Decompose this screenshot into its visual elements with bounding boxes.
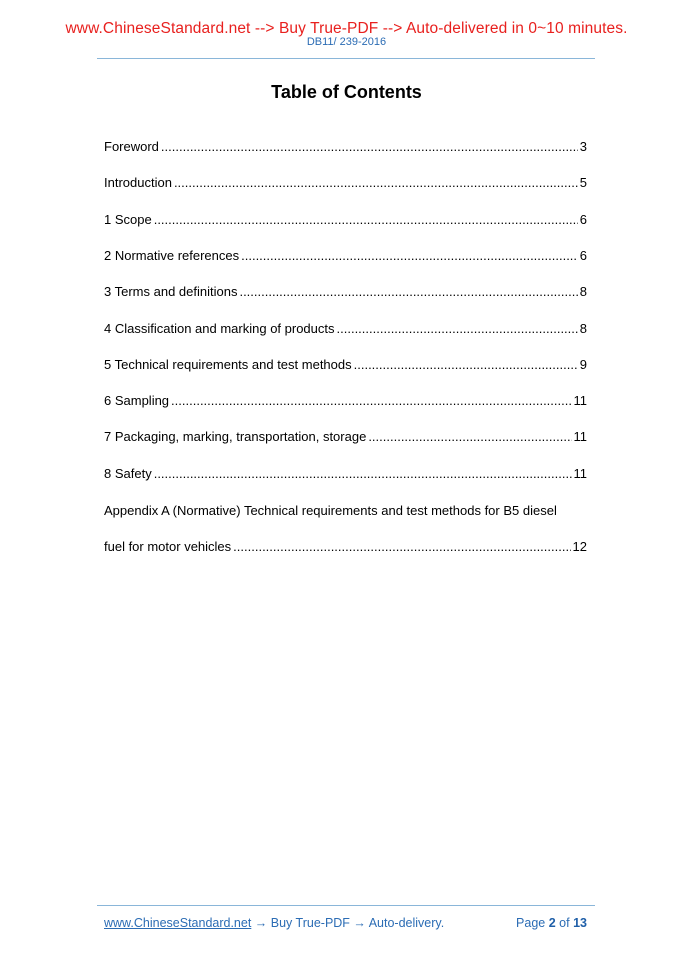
toc-entry[interactable]	[104, 248, 587, 266]
toc-entry[interactable]	[104, 321, 587, 339]
toc-leader-dots	[239, 284, 577, 299]
toc-entry-page: 11	[573, 465, 587, 481]
footer-link[interactable]: www.ChineseStandard.net	[104, 916, 252, 930]
toc-entry-page: 3	[579, 139, 587, 154]
page-of: of	[559, 916, 570, 930]
page-total: 13	[573, 916, 587, 930]
footer	[104, 916, 587, 930]
footer-tagline: → Buy True-PDF → Auto-delivery.	[251, 916, 445, 930]
toc-entry-title: 4 Classification and marking of products	[104, 320, 335, 336]
page-title: Table of Contents	[271, 82, 422, 102]
toc-entry-page: 5	[579, 175, 587, 191]
toc-entry[interactable]	[104, 429, 587, 447]
toc-entry-title: 5 Technical requirements and test methods	[104, 356, 352, 372]
header-divider	[97, 58, 595, 59]
page-current: 2	[548, 916, 556, 930]
toc-entry-title: 2 Normative references	[104, 247, 240, 263]
toc-leader-dots	[154, 466, 572, 481]
footer-left	[104, 916, 444, 930]
toc-leader-dots	[171, 393, 571, 408]
toc-entry[interactable]	[104, 466, 587, 484]
toc-entry-page: 11	[573, 429, 587, 445]
toc-entry[interactable]	[104, 139, 587, 157]
toc-entry-page: 8	[579, 320, 587, 336]
toc-entry[interactable]	[104, 284, 587, 302]
toc-entry-page: 9	[579, 356, 587, 372]
toc-leader-dots	[154, 212, 578, 227]
page-number	[516, 916, 587, 930]
toc-leader-dots	[233, 539, 570, 554]
toc-entry[interactable]	[104, 393, 587, 411]
toc-entry-title: 7 Packaging, marking, transportation, storage	[104, 429, 367, 445]
toc-leader-dots	[368, 429, 571, 444]
toc-leader-dots	[337, 321, 578, 336]
toc-entry-page: 12	[572, 539, 587, 554]
page-label: Page	[516, 916, 546, 930]
footer-divider	[97, 905, 595, 906]
toc-entry-page: 11	[573, 393, 587, 409]
toc-appendix-line2[interactable]	[104, 539, 587, 557]
toc-entry[interactable]	[104, 175, 587, 193]
toc-leader-dots	[161, 139, 578, 154]
toc-entry-title: fuel for motor vehicles	[104, 539, 232, 554]
header-banner: www.ChineseStandard.net --> Buy True-PDF --> Auto-delivered in 0~10 minutes.	[65, 20, 628, 37]
toc-leader-dots	[241, 248, 578, 263]
toc-entry-page: 6	[579, 211, 587, 227]
document-id: DB11/ 239-2016	[306, 36, 387, 48]
toc-entry[interactable]	[104, 212, 587, 230]
toc-appendix-line1[interactable]: Appendix A (Normative) Technical requirements and test methods for B5 diesel	[104, 503, 557, 518]
toc-entry-title: 8 Safety	[104, 465, 152, 481]
toc-entry[interactable]	[104, 357, 587, 375]
toc-entry-title: Foreword	[104, 139, 159, 154]
toc-entry-title: Introduction	[104, 175, 172, 191]
toc-entry-page: 8	[579, 284, 587, 300]
toc-entry-page: 6	[579, 247, 587, 263]
toc-entry-title: 6 Sampling	[104, 393, 170, 409]
toc-entry-title: 3 Terms and definitions	[104, 284, 238, 300]
toc-leader-dots	[354, 357, 578, 372]
toc-entry-title: 1 Scope	[104, 211, 152, 227]
toc-leader-dots	[174, 175, 578, 190]
